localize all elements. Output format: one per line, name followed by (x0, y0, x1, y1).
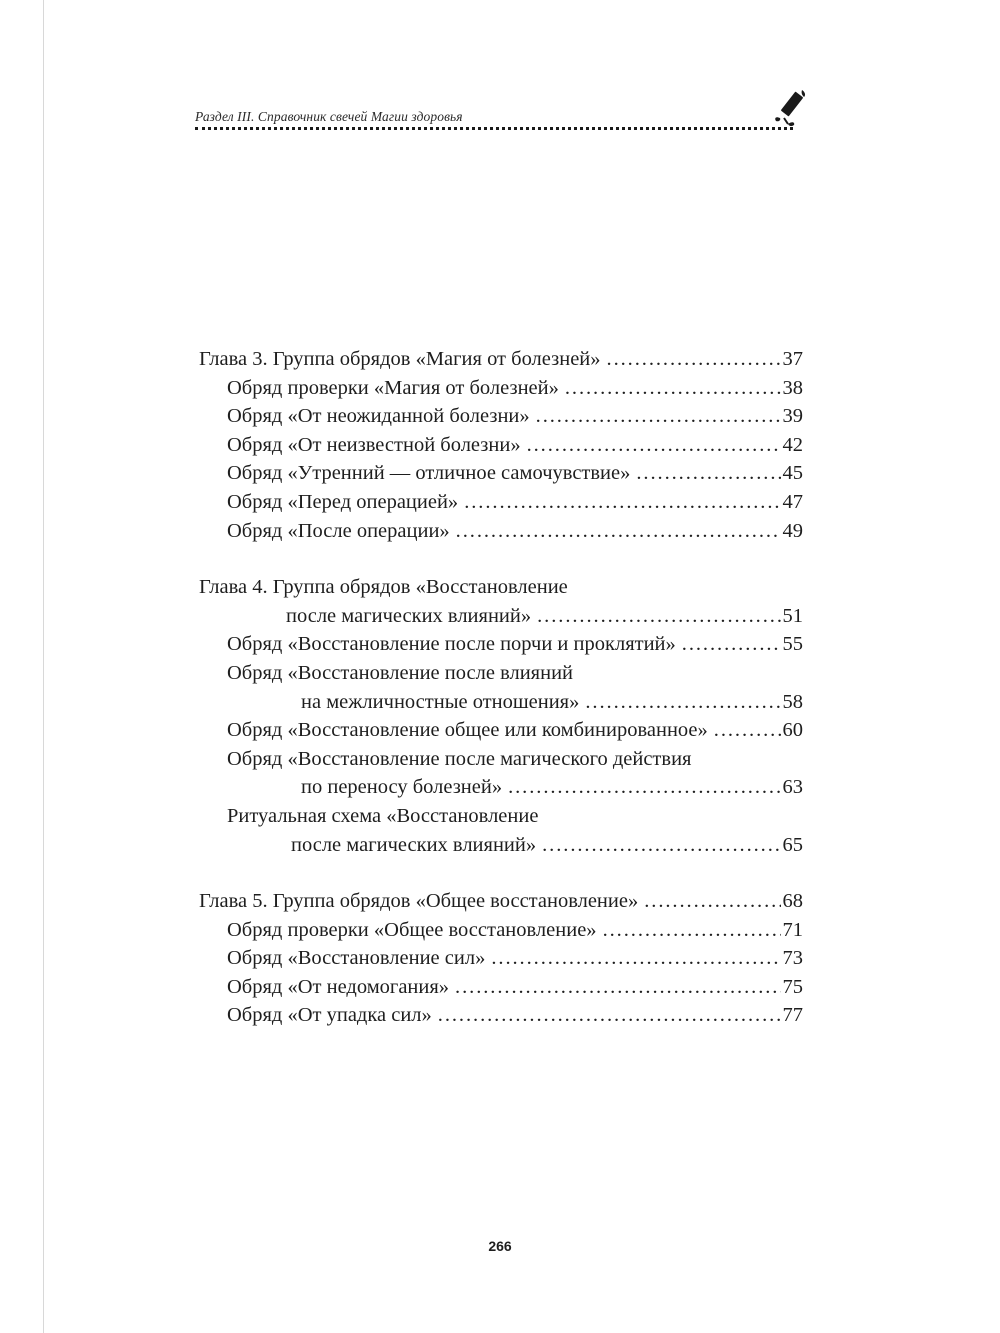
toc-page-number: 37 (782, 348, 803, 370)
toc-entry[interactable] (199, 517, 803, 546)
toc-page-number: 71 (782, 918, 803, 941)
toc-entry-label: Обряд «Перед операцией» (227, 490, 459, 513)
toc-chapter-3[interactable] (199, 345, 803, 374)
dot-leader (607, 345, 781, 374)
toc-page-number: 39 (782, 405, 803, 428)
toc-entry-label: Обряд «От неожиданной болезни» (227, 405, 530, 428)
toc-page-number: 60 (782, 719, 803, 742)
dot-leader (527, 431, 781, 460)
toc-page-number: 68 (782, 890, 803, 913)
toc-entry-label: Обряд проверки «Общее восстановление» (227, 918, 597, 941)
toc-entry-label: Обряд «Утренний — отличное самочувствие» (227, 462, 631, 485)
toc-page-number: 77 (782, 1004, 803, 1027)
toc-entry-label: Глава 5. Группа обрядов «Общее восстановление» (199, 890, 639, 913)
toc-entry[interactable] (199, 944, 803, 973)
toc-entry-label-continued: по переносу болезней» (301, 776, 503, 799)
dot-leader (565, 374, 781, 403)
toc-entry-label: Глава 4. Группа обрядов «Восстановление (199, 576, 568, 599)
toc-entry[interactable] (199, 431, 803, 460)
dot-leader (491, 944, 780, 973)
toc-entry-label: Обряд «После операции» (227, 519, 450, 542)
toc-entry[interactable] (199, 630, 803, 659)
dot-leader (536, 402, 781, 431)
dot-leader (714, 716, 781, 745)
toc-entry[interactable] (199, 459, 803, 488)
toc-entry-label: Обряд «Восстановление после порчи и проклятий» (227, 633, 676, 656)
toc-page-number: 63 (782, 776, 803, 799)
toc-page-number: 42 (782, 433, 803, 456)
toc-entry-label-continued: на межличностные отношения» (301, 690, 580, 713)
candle-icon (770, 88, 816, 128)
toc-entry[interactable] (199, 802, 803, 859)
toc-entry-label: Обряд «От неизвестной болезни» (227, 433, 521, 456)
toc-entry-label: Обряд «От упадка сил» (227, 1004, 432, 1027)
toc-page-number: 75 (782, 975, 803, 998)
toc-entry-label-continued: после магических влияний» (286, 604, 532, 627)
toc-page-number: 49 (782, 519, 803, 542)
toc-entry[interactable] (199, 374, 803, 403)
toc-entry-label: Обряд «Восстановление после магического действия (227, 747, 692, 770)
dot-leader (508, 773, 780, 802)
toc-chapter-5[interactable] (199, 887, 803, 916)
toc-page-number: 47 (782, 490, 803, 513)
page-number: 266 (488, 1238, 512, 1254)
toc-entry-label: Обряд «Восстановление сил» (227, 947, 486, 970)
toc-entry-label: Обряд «Восстановление общее или комбинированное» (227, 719, 708, 742)
page-edge (43, 0, 44, 1333)
dot-leader (537, 602, 780, 631)
toc-entry-label: Обряд проверки «Магия от болезней» (227, 376, 559, 399)
toc-entry-label: Обряд «От недомогания» (227, 975, 450, 998)
toc-page-number: 51 (782, 604, 803, 627)
toc-page-number: 55 (782, 633, 803, 656)
dot-leader (542, 831, 780, 860)
toc-entry[interactable] (199, 916, 803, 945)
toc-page-number: 73 (782, 947, 803, 970)
toc-entry[interactable] (199, 659, 803, 716)
dot-leader (644, 887, 780, 916)
dot-leader (456, 517, 781, 546)
header-dotted-rule (195, 127, 793, 130)
dot-leader (603, 916, 781, 945)
dot-leader (585, 688, 780, 717)
dot-leader (682, 630, 781, 659)
toc-entry[interactable] (199, 716, 803, 745)
toc-entry[interactable] (199, 488, 803, 517)
toc-page-number: 45 (782, 462, 803, 485)
toc-entry-label: Глава 3. Группа обрядов «Магия от болезней» (199, 348, 601, 370)
toc-page-number: 58 (782, 690, 803, 713)
toc-page-number: 65 (782, 833, 803, 856)
dot-leader (455, 973, 780, 1002)
dot-leader (438, 1001, 781, 1030)
toc-entry[interactable] (199, 402, 803, 431)
toc-entry[interactable] (199, 973, 803, 1002)
toc-entry-label-continued: после магических влияний» (291, 833, 537, 856)
toc-chapter-4[interactable] (199, 573, 803, 630)
dot-leader (464, 488, 780, 517)
toc-entry[interactable] (199, 1001, 803, 1030)
toc-entry-label: Ритуальная схема «Восстановление (227, 804, 539, 827)
dot-leader (636, 459, 780, 488)
table-of-contents (199, 345, 803, 1030)
running-head: Раздел III. Справочник свечей Магии здоровья (195, 109, 463, 124)
toc-page-number: 38 (782, 376, 803, 399)
toc-entry-label: Обряд «Восстановление после влияний (227, 661, 574, 684)
toc-entry[interactable] (199, 745, 803, 802)
